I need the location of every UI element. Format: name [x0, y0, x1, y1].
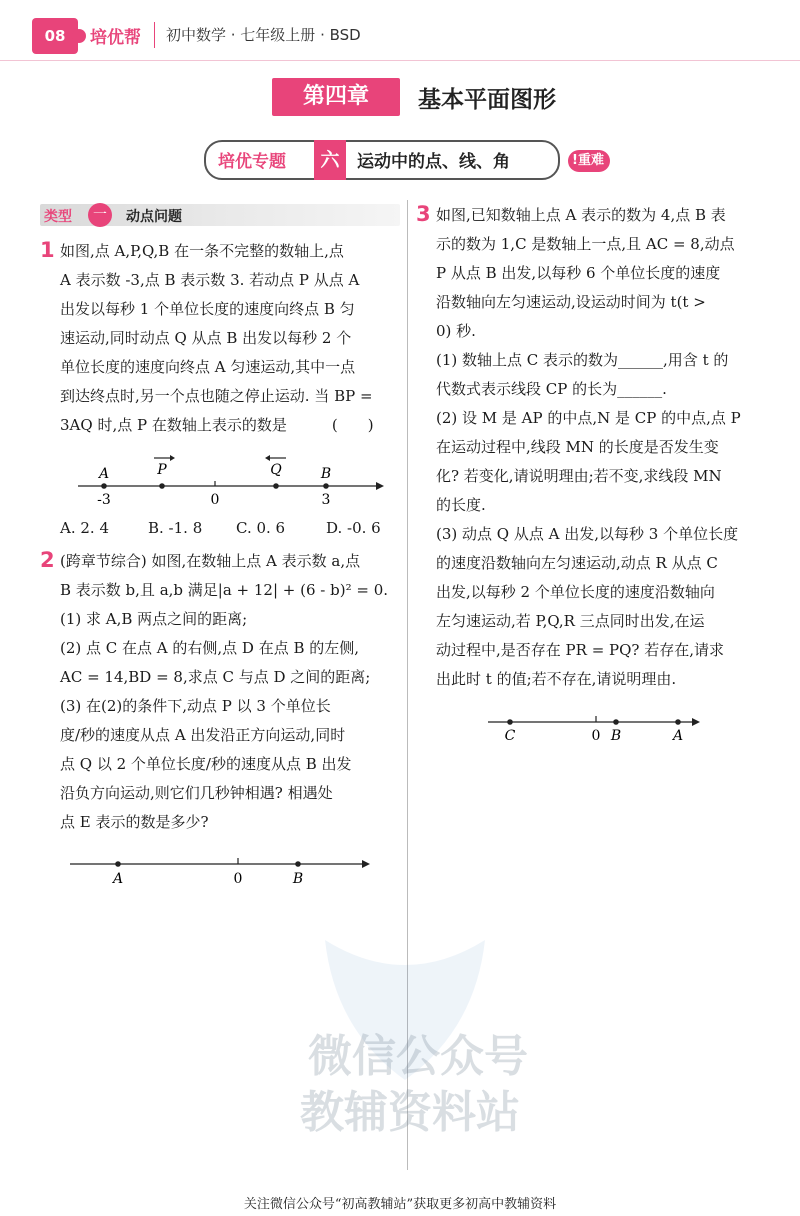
point-label-b: B — [320, 466, 332, 482]
question-line: 出此时 t 的值;若不存在,请说明理由. — [436, 670, 677, 688]
question-line: 速运动,同时动点 Q 从点 B 出发以每秒 2 个 — [60, 329, 352, 347]
point-label-a: A — [98, 466, 110, 482]
question-2-text — [60, 547, 388, 837]
question-line: 的速度沿数轴向左匀速运动,动点 R 从点 C — [436, 554, 718, 572]
point-label-a: A — [672, 728, 684, 744]
point-label-c: C — [504, 728, 516, 744]
question-line: 点 E 表示的数是多少? — [60, 813, 209, 831]
watermark-line-2: 教辅资料站 — [300, 1087, 520, 1138]
question-line: 到达终点时,另一个点也随之停止运动. 当 BP = — [60, 387, 373, 405]
question-line: 的长度. — [436, 496, 486, 514]
question-line: 度/秒的速度从点 A 出发沿正方向运动,同时 — [60, 726, 346, 744]
question-3-number-line — [480, 708, 710, 748]
point-label-b: B — [292, 871, 304, 887]
page-number: 08 — [32, 18, 78, 54]
question-line: 动过程中,是否存在 PR = PQ? 若存在,请求 — [436, 641, 724, 659]
brand-name: 培优帮 — [90, 28, 141, 48]
question-line: 如图,点 A,P,Q,B 在一条不完整的数轴上,点 — [60, 242, 344, 260]
question-line: 在运动过程中,线段 MN 的长度是否发生变 — [436, 438, 719, 456]
tick-label: 3 — [321, 492, 331, 508]
topic-number: 六 — [314, 140, 346, 180]
type-label: 类型 — [44, 209, 72, 225]
footer-note: 关注微信公众号“初高教辅站”获取更多初高中教辅资料 — [243, 1197, 557, 1212]
question-line: 3AQ 时,点 P 在数轴上表示的数是 ( ) — [60, 416, 374, 434]
tick-label-zero: 0 — [591, 728, 601, 744]
question-1-text — [60, 237, 374, 440]
question-line: 出发以每秒 1 个单位长度的速度向终点 B 匀 — [60, 300, 355, 318]
watermark-line-1: 微信公众号 — [308, 1031, 528, 1082]
question-line: (1) 求 A,B 两点之间的距离; — [60, 610, 248, 628]
point-label-p: P — [157, 462, 167, 478]
topic-title: 运动中的点、线、角 — [357, 152, 510, 172]
question-line: A 表示数 -3,点 B 表示数 3. 若动点 P 从点 A — [60, 271, 360, 289]
option-d: D. -0. 6 — [326, 519, 381, 537]
option-a: A. 2. 4 — [60, 519, 109, 537]
question-line: 示的数为 1,C 是数轴上一点,且 AC = 8,动点 — [436, 235, 735, 253]
tick-label: -3 — [97, 492, 111, 508]
question-line: 化? 若变化,请说明理由;若不变,求线段 MN — [436, 467, 722, 485]
exclamation-icon: ! — [572, 153, 578, 168]
header-divider — [154, 22, 155, 48]
difficulty-label: 重难 — [577, 153, 604, 168]
question-line: B 表示数 b,且 a,b 满足|a + 12| + (6 - b)² = 0. — [60, 581, 389, 599]
question-line: 点 Q 以 2 个单位长度/秒的速度从点 B 出发 — [60, 755, 352, 773]
point-label-b: B — [610, 728, 622, 744]
difficulty-badge — [568, 150, 610, 172]
chapter-tag: 第四章 — [272, 78, 400, 116]
question-line: (1) 数轴上点 C 表示的数为______,用含 t 的 — [436, 351, 729, 369]
question-3-number: 3 — [416, 202, 431, 226]
question-3-text — [436, 201, 741, 694]
type-title: 动点问题 — [126, 209, 182, 225]
question-line: 沿数轴向左匀速运动,设运动时间为 t(t > — [436, 293, 706, 311]
question-line: 左匀速运动,若 P,Q,R 三点同时出发,在运 — [436, 612, 705, 630]
question-line: (2) 点 C 在点 A 的右侧,点 D 在点 B 的左侧, — [60, 639, 360, 657]
point-label-a: A — [112, 871, 124, 887]
tick-label-zero: 0 — [233, 871, 243, 887]
question-1-number-line — [70, 452, 390, 508]
question-line: (2) 设 M 是 AP 的中点,N 是 CP 的中点,点 P — [436, 409, 741, 427]
tick-label: 0 — [210, 492, 220, 508]
header-rule — [0, 60, 800, 61]
question-line: 出发,以每秒 2 个单位长度的速度沿数轴向 — [436, 583, 715, 601]
question-line: 单位长度的速度向终点 A 匀速运动,其中一点 — [60, 358, 356, 376]
option-b: B. -1. 8 — [148, 519, 203, 537]
question-line: P 从点 B 出发,以每秒 6 个单位长度的速度 — [436, 264, 721, 282]
point-label-q: Q — [270, 462, 282, 478]
type-number: 一 — [88, 203, 112, 227]
question-line: 代数式表示线段 CP 的长为______. — [436, 380, 667, 398]
question-line: 如图,已知数轴上点 A 表示的数为 4,点 B 表 — [436, 206, 726, 224]
question-line: (3) 在(2)的条件下,动点 P 以 3 个单位长 — [60, 697, 331, 715]
topic-label: 培优专题 — [218, 152, 286, 172]
question-line: 0) 秒. — [436, 322, 476, 340]
question-2-number: 2 — [40, 548, 55, 572]
question-line: (3) 动点 Q 从点 A 出发,以每秒 3 个单位长度 — [436, 525, 739, 543]
chapter-title: 基本平面图形 — [418, 87, 556, 113]
option-c: C. 0. 6 — [236, 519, 286, 537]
question-line: (跨章节综合) 如图,在数轴上点 A 表示数 a,点 — [60, 552, 361, 570]
question-line: AC = 14,BD = 8,求点 C 与点 D 之间的距离; — [60, 668, 371, 686]
book-title: 初中数学 · 七年级上册 · BSD — [166, 26, 361, 44]
question-1-number: 1 — [40, 238, 55, 262]
question-line: 沿负方向运动,则它们几秒钟相遇? 相遇处 — [60, 784, 333, 802]
